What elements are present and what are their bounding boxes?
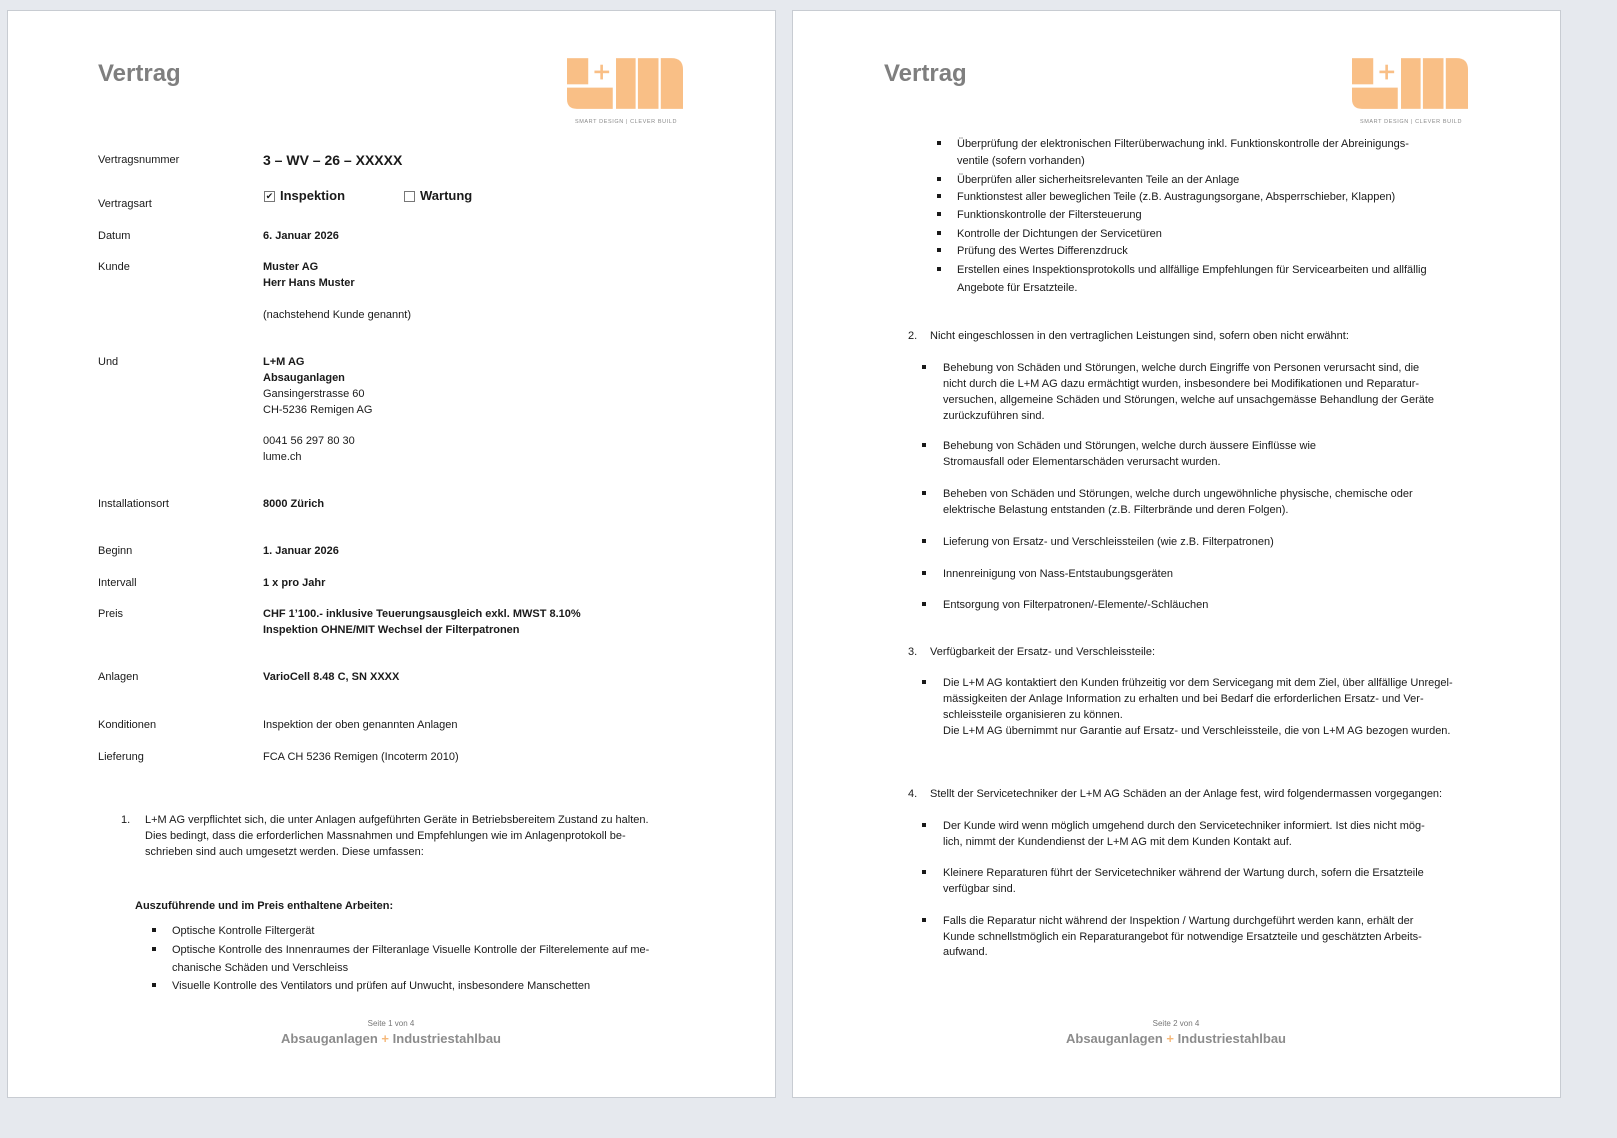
page-title: Vertrag bbox=[98, 60, 181, 87]
list-item: Erstellen eines Inspektionsprotokolls und allfällige Empfehlungen für Servicearbeiten und allfällig bbox=[957, 264, 1427, 276]
bullet-icon bbox=[922, 602, 926, 606]
bullet-icon bbox=[922, 365, 926, 369]
field-label: Intervall bbox=[98, 577, 137, 589]
field-value: VarioCell 8.48 C, SN XXXX bbox=[263, 671, 400, 683]
bullet-icon bbox=[152, 928, 156, 932]
company-logo bbox=[567, 58, 685, 125]
field-value: lume.ch bbox=[263, 451, 302, 463]
field-value: CH-5236 Remigen AG bbox=[263, 404, 373, 416]
checkbox-label: Inspektion bbox=[280, 188, 346, 203]
footer-company bbox=[1066, 1031, 1286, 1046]
field-value: (nachstehend Kunde genannt) bbox=[263, 309, 412, 321]
page-number: Seite 1 von 4 bbox=[367, 1019, 415, 1028]
section-number: 4. bbox=[908, 788, 918, 800]
footer-left: Absauganlagen bbox=[1066, 1031, 1163, 1046]
footer-plus: + bbox=[381, 1031, 390, 1046]
list-item: Überprüfen aller sicherheitsrelevanten Teile an der Anlage bbox=[957, 174, 1240, 186]
bullet-icon bbox=[922, 571, 926, 575]
field-value: Gansingerstrasse 60 bbox=[263, 388, 365, 400]
list-item: mässigkeiten der Anlage Information zu erhalten und bei Bedarf die erforderlichen Ersatz- und Ver- bbox=[943, 693, 1424, 705]
section-number: 2. bbox=[908, 330, 918, 342]
bullet-icon bbox=[937, 177, 941, 181]
bullet-icon bbox=[922, 680, 926, 684]
section-number: 1. bbox=[121, 814, 131, 826]
list-item: elektrische Belastung entstanden (z.B. Filterbrände und deren Folgen). bbox=[943, 504, 1289, 516]
list-item: Stromausfall oder Elementarschäden verursacht wurden. bbox=[943, 456, 1221, 468]
field-label: Vertragsnummer bbox=[98, 154, 180, 166]
field-value: 8000 Zürich bbox=[263, 498, 325, 510]
field-label: Kunde bbox=[98, 261, 130, 273]
checkbox-wartung[interactable] bbox=[404, 191, 415, 202]
section-number: 3. bbox=[908, 646, 918, 658]
list-item: Lieferung von Ersatz- und Verschleissteilen (wie z.B. Filterpatronen) bbox=[943, 536, 1274, 548]
bullet-icon bbox=[922, 918, 926, 922]
works-heading: Auszuführende und im Preis enthaltene Arbeiten: bbox=[135, 900, 394, 912]
list-item: Falls die Reparatur nicht während der Inspektion / Wartung durchgeführt werden kann, erhält der bbox=[943, 915, 1414, 927]
field-value: 1. Januar 2026 bbox=[263, 545, 339, 557]
field-value: Inspektion der oben genannten Anlagen bbox=[263, 719, 458, 731]
list-item: Funktionstest aller beweglichen Teile (z.B. Austragungsorgane, Absperrschieber, Klappen) bbox=[957, 191, 1396, 203]
list-item: Die L+M AG übernimmt nur Garantie auf Ersatz- und Verschleissteile, die von L+M AG bezogen wurden. bbox=[943, 725, 1451, 737]
section-text: Nicht eingeschlossen in den vertraglichen Leistungen sind, sofern oben nicht erwähnt: bbox=[930, 330, 1349, 342]
field-label: Anlagen bbox=[98, 671, 139, 683]
list-item: Kleinere Reparaturen führt der Servicetechniker während der Wartung durch, sofern die Ersatzteile bbox=[943, 867, 1424, 879]
field-label: Installationsort bbox=[98, 498, 169, 510]
field-value: Inspektion OHNE/MIT Wechsel der Filterpatronen bbox=[263, 624, 520, 636]
list-item: Optische Kontrolle des Innenraumes der Filteranlage Visuelle Kontrolle der Filterelemente auf me- bbox=[172, 944, 650, 956]
bullet-icon bbox=[922, 491, 926, 495]
page-number: Seite 2 von 4 bbox=[1152, 1019, 1200, 1028]
bullet-icon bbox=[937, 141, 941, 145]
field-label: Lieferung bbox=[98, 751, 144, 763]
page-title: Vertrag bbox=[884, 60, 967, 87]
footer-company bbox=[281, 1031, 501, 1046]
footer-right: Industriestahlbau bbox=[1177, 1031, 1286, 1046]
list-item: zurückzuführen sind. bbox=[943, 410, 1045, 422]
field-label: Und bbox=[98, 356, 119, 368]
bullet-icon bbox=[937, 212, 941, 216]
field-label: Vertragsart bbox=[98, 198, 152, 210]
field-value: L+M AG bbox=[263, 356, 305, 368]
list-item: verfügbar sind. bbox=[943, 883, 1016, 895]
lm-logo-icon bbox=[567, 58, 683, 109]
field-value: 0041 56 297 80 30 bbox=[263, 435, 355, 447]
bullet-icon bbox=[937, 231, 941, 235]
checkbox-inspektion[interactable]: ✔ bbox=[265, 191, 274, 201]
bullet-icon bbox=[922, 539, 926, 543]
company-logo bbox=[1352, 58, 1470, 125]
section-text: Verfügbarkeit der Ersatz- und Verschleissteile: bbox=[930, 646, 1156, 658]
list-item: Kunde schnellstmöglich ein Reparaturangebot für notwendige Ersatzteile und geschätzten Arbeits- bbox=[943, 931, 1422, 943]
list-item: Beheben von Schäden und Störungen, welche durch ungewöhnliche physische, chemische oder bbox=[943, 488, 1413, 500]
bullet-icon bbox=[937, 248, 941, 252]
contract-number: 3 – WV – 26 – XXXXX bbox=[263, 152, 403, 168]
list-item: Kontrolle der Dichtungen der Servicetüren bbox=[957, 228, 1162, 240]
list-item: Behebung von Schäden und Störungen, welche durch Eingriffe von Personen verursacht sind, die bbox=[943, 362, 1420, 374]
field-label: Datum bbox=[98, 230, 131, 242]
field-value: Absauganlagen bbox=[263, 372, 345, 384]
field-value: 1 x pro Jahr bbox=[263, 577, 326, 589]
field-value: CHF 1’100.- inklusive Teuerungsausgleich exkl. MWST 8.10% bbox=[263, 608, 581, 620]
list-item: Visuelle Kontrolle des Ventilators und prüfen auf Unwucht, insbesondere Manschetten bbox=[172, 980, 591, 992]
bullet-icon bbox=[937, 267, 941, 271]
bullet-icon bbox=[922, 443, 926, 447]
bullet-icon bbox=[152, 983, 156, 987]
field-label: Beginn bbox=[98, 545, 133, 557]
section-text: L+M AG verpflichtet sich, die unter Anlagen aufgeführten Geräte in Betriebsbereitem Zustand zu halten. bbox=[145, 814, 649, 826]
list-item: lich, nimmt der Kundendienst der L+M AG mit dem Kunden Kontakt auf. bbox=[943, 836, 1292, 848]
list-item: schleissteile organisieren zu können. bbox=[943, 709, 1123, 721]
footer-left: Absauganlagen bbox=[281, 1031, 378, 1046]
list-item: Der Kunde wird wenn möglich umgehend durch den Servicetechniker informiert. Ist dies nicht mög- bbox=[943, 820, 1425, 832]
list-item: Innenreinigung von Nass-Entstaubungsgeräten bbox=[943, 568, 1173, 580]
list-item: Überprüfung der elektronischen Filterüberwachung inkl. Funktionskontrolle der Abreinigungs- bbox=[957, 138, 1409, 150]
bullet-icon bbox=[922, 823, 926, 827]
list-item: Funktionskontrolle der Filtersteuerung bbox=[957, 209, 1142, 221]
section-text: Stellt der Servicetechniker der L+M AG Schäden an der Anlage fest, wird folgendermassen vorgegangen: bbox=[930, 788, 1443, 800]
footer-plus: + bbox=[1166, 1031, 1175, 1046]
bullet-icon bbox=[937, 194, 941, 198]
list-item: ventile (sofern vorhanden) bbox=[957, 155, 1085, 167]
field-label: Preis bbox=[98, 608, 124, 620]
list-item: chanische Schäden und Verschleiss bbox=[172, 962, 349, 974]
field-value: Muster AG bbox=[263, 261, 319, 273]
logo-tagline: SMART DESIGN | CLEVER BUILD bbox=[574, 119, 678, 125]
list-item: Die L+M AG kontaktiert den Kunden frühzeitig vor dem Servicegang mit dem Ziel, über allfällige Unregel- bbox=[943, 677, 1453, 689]
field-value: Herr Hans Muster bbox=[263, 277, 355, 289]
list-item: Optische Kontrolle Filtergerät bbox=[172, 925, 315, 937]
list-item: Prüfung des Wertes Differenzdruck bbox=[957, 245, 1128, 257]
field-value: FCA CH 5236 Remigen (Incoterm 2010) bbox=[263, 751, 459, 763]
footer-right: Industriestahlbau bbox=[392, 1031, 501, 1046]
section-text: Dies bedingt, dass die erforderlichen Massnahmen und Empfehlungen wie im Anlagenprotokoll be- bbox=[145, 830, 626, 842]
field-label: Konditionen bbox=[98, 719, 157, 731]
lm-logo-icon bbox=[1352, 58, 1468, 109]
list-item: aufwand. bbox=[943, 946, 988, 958]
logo-tagline: SMART DESIGN | CLEVER BUILD bbox=[1359, 119, 1463, 125]
field-value: 6. Januar 2026 bbox=[263, 230, 339, 242]
list-item: Angebote für Ersatzteile. bbox=[957, 282, 1078, 294]
checkbox-label: Wartung bbox=[420, 188, 473, 203]
list-item: nicht durch die L+M AG dazu ermächtigt wurden, insbesondere bei Modifikationen und Reparatur- bbox=[943, 378, 1420, 390]
bullet-icon bbox=[152, 947, 156, 951]
bullet-icon bbox=[922, 870, 926, 874]
list-item: Behebung von Schäden und Störungen, welche durch äussere Einflüsse wie bbox=[943, 440, 1317, 452]
list-item: versuchen, allgemeine Schäden und Störungen, welche auf unsachgemässe Behandlung der Geräte bbox=[943, 394, 1435, 406]
section-text: schrieben sind auch umgesetzt werden. Diese umfassen: bbox=[145, 846, 424, 858]
list-item: Entsorgung von Filterpatronen/-Elemente/-Schläuchen bbox=[943, 599, 1209, 611]
